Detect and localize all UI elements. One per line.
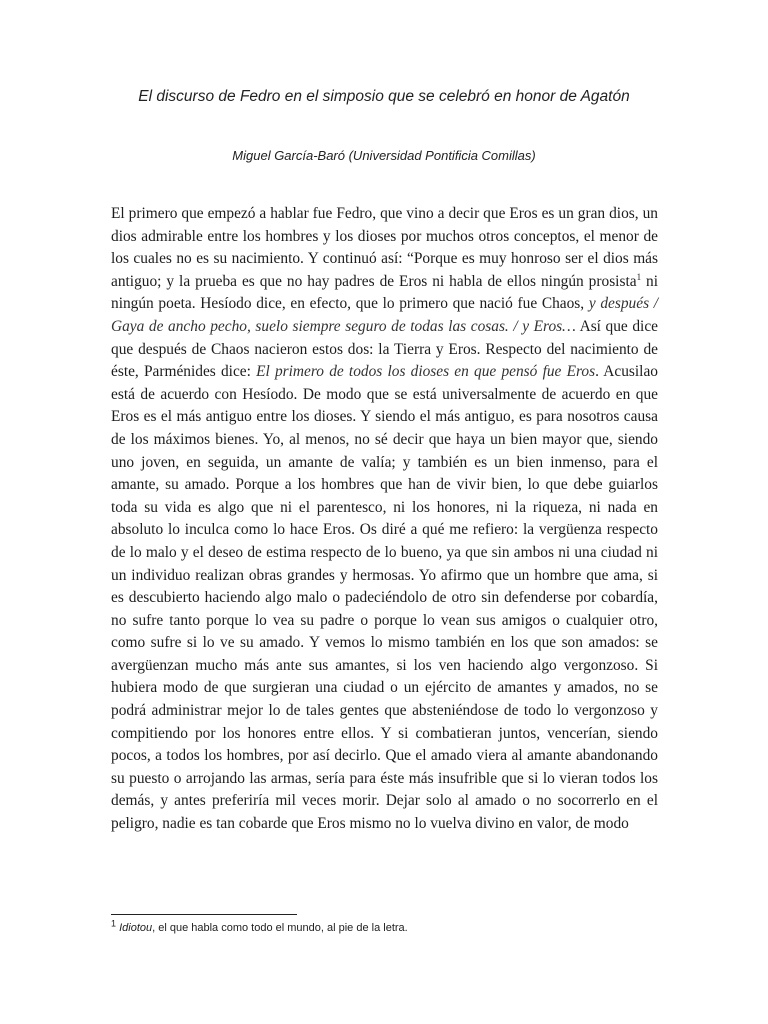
body-paragraph — [111, 203, 658, 836]
hesiod-quote: y después / Gaya de ancho pecho, suelo siempre seguro de todas las cosas. / y Eros… — [111, 295, 659, 335]
body-text-segment: El primero que empezó a hablar fue Fedro, que vino a decir que Eros es un gran dios, un dios admirable entre los hombres y los dioses por muchos otros conceptos, el menor de los cuales no es su nacimiento. Y continuó así: “Porque es muy honroso ser el dios más antiguo; y la prueba es que no hay padres de Eros ni habla de ellos ningún prosista — [111, 205, 658, 290]
body-text-segment: Así que dice que después de Chaos nacieron estos dos: la Tierra y Eros. Respecto del nacimiento de éste, Parménides dice: — [111, 317, 658, 381]
footnote-term: Idiotou — [119, 922, 153, 934]
footnote-text: , el que habla como todo el mundo, al pie de la letra. — [152, 922, 408, 934]
footnote-mark: 1 — [111, 918, 117, 929]
body-text-segment: ni ningún poeta. Hesíodo dice, en efecto, que lo primero que nació fue Chaos, — [111, 272, 658, 313]
document-title: El discurso de Fedro en el simposio que se celebró en honor de Agatón — [138, 88, 630, 105]
footnote-separator — [111, 914, 297, 915]
document-author: Miguel García-Baró (Universidad Pontificia Comillas) — [232, 148, 536, 163]
parmenides-quote: El primero de todos los dioses en que pensó fue Eros — [256, 363, 596, 381]
body-text-segment: . Acusilao está de acuerdo con Hesíodo. De modo que se está universalmente de acuerdo en que Eros es el más antiguo entre los dioses. Y siendo el más antiguo, es para nosotros causa de los máximos bienes. Yo, al menos, no sé decir que haya un bien mayor que, siendo uno joven, en seguida, un amante de valía; y también es un bien inmenso, para el amante, su amado. Porque a los hombres que han de vivir bien, lo que debe guiarlos toda su vida es algo que ni el parentesco, ni los honores, ni la riqueza, ni nada en absoluto lo inculca como lo hace Eros. Os diré a qué me refiero: la vergüenza respecto de lo malo y el deseo de estima respecto de lo bueno, ya que sin ambos ni una ciudad ni un individuo realizan obras grandes y hermosas. Yo afirmo que un hombre que ama, si es descubierto haciendo algo malo o padeciéndolo de otro sin defenderse por cobardía, no sufre tanto porque lo vea su padre o porque lo vean sus amigos o cualquier otro, como sufre si lo ve su amado. Y vemos lo mismo también en los que son amados: se avergüenzan mucho más ante sus amantes, si los ven haciendo algo vergonzoso. Si hubiera modo de que surgieran una ciudad o un ejército de amantes y amados, no se podrá administrar mejor lo de tales gentes que absteniéndose de todo lo vergonzoso y compitiendo por los honores entre ellos. Y si combatieran juntos, vencerían, siendo pocos, a todos los hombres, por así decirlo. Que el amado viera al amante abandonando su puesto o arrojando las armas, sería para éste más insufrible que si lo vieran todos los demás, y antes preferiría mil veces morir. Dejar solo al amado o no socorrerlo en el peligro, nadie es tan cobarde que Eros mismo no lo vuelva divino en valor, de modo — [111, 363, 658, 833]
footnote — [111, 918, 408, 934]
footnote-reference[interactable]: 1 — [636, 271, 642, 282]
